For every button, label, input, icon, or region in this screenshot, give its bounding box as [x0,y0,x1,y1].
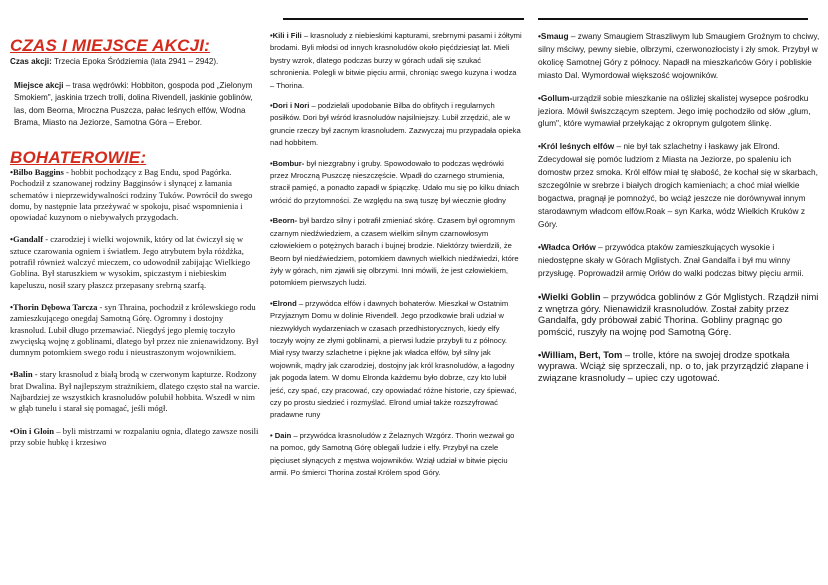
character-text: – krasnoludy z niebieskimi kapturami, srebrnymi pasami i żółtymi brodami. Byli młodsi od innych krasnoludów około pięćdziesiąt lat. Mieli bystry wzrok, dlatego podczas burzy w górach udali się szukać schronienia. Polegli w bitwie pięciu armii, chroniąc swego kuzyna i wodza – Thorina. [270,31,522,90]
character-entry [270,100,522,150]
character-text: – zwany Smaugiem Straszliwym lub Smaugiem Groźnym to chciwy, silny mściwy, pewny siebie, olbrzymi, czerwonozłocisty i zły smok. Przybył w okolicę Samotnej Góry z północy. Napadł na mieszkańców Góry i pobliskie miasto Dal. Wymordował większość wojowników. [538,31,820,80]
column-left [10,0,260,448]
place-paragraph [10,80,260,130]
character-name: •Thorin Dębowa Tarcza [10,301,98,312]
character-entry [270,30,522,92]
character-entry [270,158,522,208]
time-place-heading: CZAS I MIEJSCE AKCJI: [10,36,211,55]
time-text: Trzecia Epoka Śródziemia (lata 2941 – 2942). [51,57,219,66]
character-entry [538,92,820,131]
character-name: •Wielki Goblin [538,291,601,303]
character-entry [538,140,820,230]
character-entry [270,430,522,480]
character-name: •William, Bert, Tom [538,349,623,361]
character-name: •Gollum- [538,92,573,103]
column-middle [270,0,522,479]
character-name: • Dain [270,430,292,440]
character-text: – trolle, które na swojej drodze spotkała wyprawa. Wciąż się sprzeczali, np. o to, jak przyrządzić złapane i związane krasnoludy – upiec czy ugotować. [538,349,809,383]
character-text: - czarodziej i wielki wojownik, który od lat ćwiczył się w sztuce czarowania ogniem i światłem. Jego atrybutem była różdżka, potrafił również walczyć mieczem, co udowodnił zabijając Wielkiego Goblina. Był staruszkiem w wysokim, spiczastym i niebieskim kapeluszu, nosił szary płaszcz przepasany srebrną szarfą. [10,234,251,290]
character-text: – nie był tak szlachetny i łaskawy jak Elrond. Zdecydował się pomóc ludziom z Miasta na Jeziorze, po spaleniu ich domostw przez smoka. Król elfów miał tę słabość, że kochał się w skarbach, szczególnie w srebrze i białych drogich kamieniach; a choć miał wielkie bogactwa, pragnął je pomnożyć, bo wciąż jeszcze nie dorównywał innym starodawnym władcom elfów.Roak – syn Karka, wódz Wielkich Kruków z Góry. [538,141,818,229]
character-entry [10,302,260,358]
character-name: •Władca Orłów [538,241,596,252]
character-entry [10,167,260,223]
column-right [538,0,820,383]
character-name: •Beorn- [270,216,298,226]
character-name: •Oin i Gloin [10,425,55,436]
time-label: Czas akcji: [10,57,52,66]
character-name: •Smaug [538,31,569,41]
character-text: – przywódca goblinów z Gór Mglistych. Rządził nimi z wnętrza góry. Nienawidził krasnoludów. Został zabity przez Gandalfa, gdy próbował zabić Thorina. Gobliny pragnąc go pomścić, ruszyły na wojnę pod Samotną Górę. [538,291,819,337]
character-text: - stary krasnolud z białą brodą w czerwonym kapturze. Rodzony brat Dwalina. Był najlepszym strażnikiem, dlatego często stał na warcie. Najbardziej ze wszystkich krasnoludów polubił hobbita. Wszedł w nim w głąb tunelu i starał się pomagać, jeśli mógł. [10,369,260,414]
character-entry [10,369,260,414]
heroes-heading: BOHATEROWIE: [10,147,147,167]
character-text: - hobbit pochodzący z Bag Endu, spod Pagórka. Pochodził z szanowanej rodziny Bagginsów i słynącej z łamania schematów i nieprzewidywalności rodziny Tuków. Powrócił do swego domu, by następnie lata przeżywać w spokoju, pisać wspomnienia i opowiadać kuzynom o niebywałych przygodach. [10,166,253,223]
time-paragraph [10,56,260,69]
character-text: – podzielali upodobanie Bilba do obfitych i regularnych posiłków. Dori był wśród krasnoludów najsilniejszy. Lubił zrzędzić, ale w gruncie rzeczy był zacnym krasnoludem. Zazwyczaj mu przypadała opieka nad hobbitem. [270,101,521,148]
character-name: •Dori i Nori [270,101,310,111]
character-text: – przywódca ptaków zamieszkujących wysokie i niedostępne skały w Górach Mglistych. Znał Gandalfa i był mu winny przysługę. Poprowadził armię Orłów do walki podczas bitwy pięciu armii. [538,241,804,278]
character-text: był niezgrabny i gruby. Spowodowało to podczas wędrówki przez Mroczną Puszczę nieszczęście. Wpadł do czarnego strumienia, stracił pamięć, a ponadto zapadł w śpiączkę. Udało mu się po kilku dniach wrócić do przytomności. Ze względu na swą tuszę był wiecznie głodny [270,158,520,205]
character-entry [270,298,522,422]
character-entry [270,215,522,289]
character-entry [538,291,820,337]
character-text: urządził sobie mieszkanie na oślizłej skalistej wysepce pośrodku jeziora. Mówił świszczącym szeptem. Jego imię pochodziło od słów „glum, glum", które wymawiał przełykając z okropnym gulgotem ślinkę. [538,92,811,129]
character-name: •Gandalf [10,234,44,245]
character-text: - syn Thraina, pochodził z królewskiego rodu zamieszkującego onegdaj Samotną Górę. Ogromny i dostojny krasnolud. Lubił długo przemawiać. Niegdyś jego plemię toczyło zwycięską wojnę z goblinami, dlatego był przez nie znienawidzony. Był dumnym potomkiem swego rodu i nieustraszonym wojownikiem. [10,301,259,358]
place-text: – trasa wędrówki: Hobbiton, gospoda pod „Zielonym Smokiem", jaskinia trzech trolli, dolina Rivendell, jaskinie goblinów, las, dom Beorna, Mroczna Puszcza, pałac leśnych elfów, Wodna Brama, Miasto na Jeziorze, Samotna Góra – Erebor. [14,80,253,128]
character-name: •Bombur- [270,158,305,168]
character-entry [10,426,260,449]
character-text: – przywódca krasnoludów z Żelaznych Wzgórz. Thorin wezwał go na pomoc, gdy Samotną Górę oblegali ludzie i elfy. Przybył na czele pięciuset słynących z męstwa wojowników. Wziął udział w bitwie pięciu armii. Po śmierci Thorina został Królem spod Góry. [270,430,515,477]
character-name: •Bilbo Baggins [10,166,64,177]
character-name: •Balin [10,369,33,380]
place-label: Miejsce akcji [14,80,64,90]
character-entry [10,234,260,290]
character-text: – przywódca elfów i dawnych bohaterów. Mieszkał w Ostatnim Przyjaznym Domu w dolinie Rivendell. Jego przodkowie brali udział w niezwykłych wydarzeniach w czasach przedhistorycznych, kiedy elfy toczyły wojny ze złymi goblinami, a pierwsi ludzie przybyli tu z północy. Miał rysy twarzy szlachetne i piękne jak władca elfów, był silny jak wojownik, mądry jak czarodziej, dostojny jak król krasnoludów, a łagodny jak pogoda latem. W domu Elronda każdemu było dobrze, czy kto lubił jeść, czy spać, czy pracować, czy opowiadać różne historie, czy śpiewać, czy po prostu siedzieć i rozmyślać. Elrond umiał także rozszyfrować pradawne runy [270,298,517,420]
character-name: •Król leśnych elfów [538,141,615,152]
character-entry [538,241,820,280]
character-name: •Elrond [270,298,297,308]
character-name: •Kili i Fili [270,31,302,40]
character-entry [538,30,820,82]
character-entry [538,349,820,383]
character-text: – byli mistrzami w rozpalaniu ognia, dlatego zawsze nosili przy sobie hubkę i krzesiwo [10,425,259,447]
character-text: był bardzo silny i potrafił zmieniać skórę. Czasem był ogromnym czarnym niedźwiedziem, a czasem wielkim silnym czarnowłosym człowiekiem o potężnych barach i bujnej brodzie. Niektórzy twierdzili, że Beorn był niedźwiedziem, potomkiem dawnych wielkich niedźwiedzi, które żyły w górach, nim zjawili się olbrzymi. Inni mówili, że jest człowiekiem, potomkiem pierwszych ludzi. [270,216,519,288]
